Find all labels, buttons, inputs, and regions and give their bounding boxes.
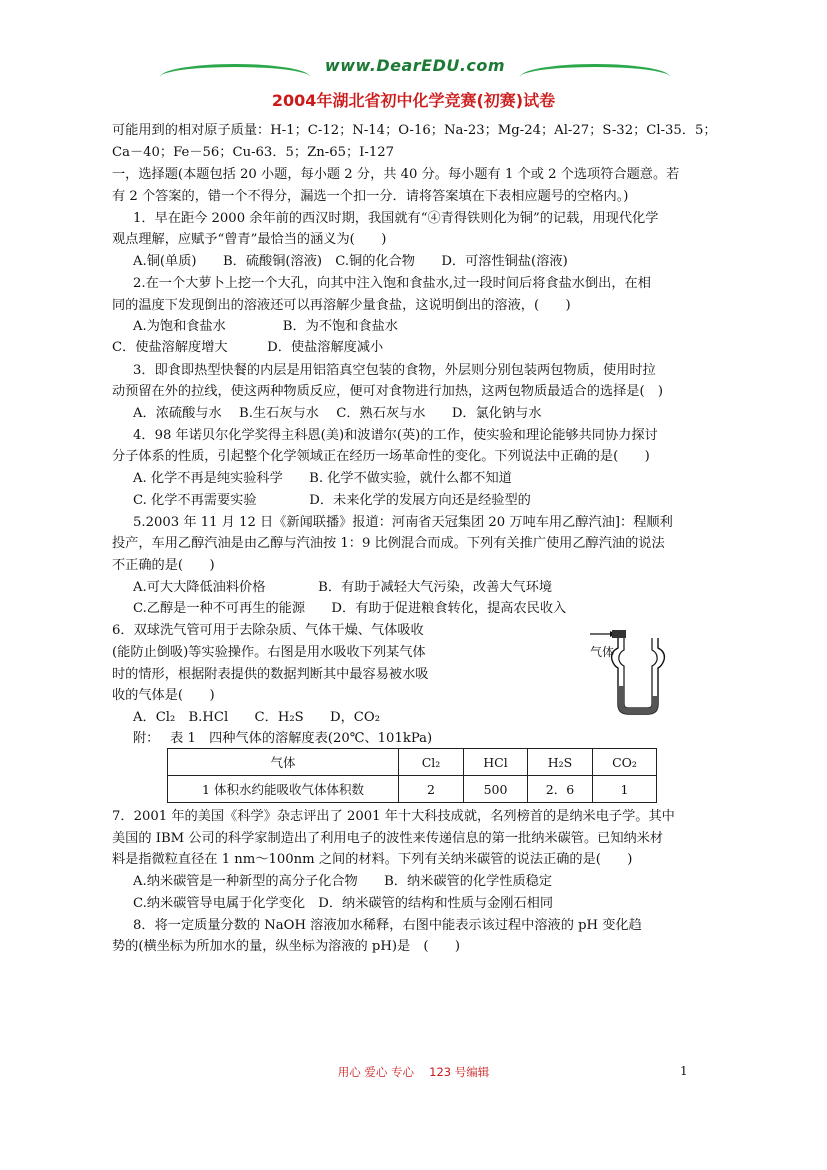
answer-options: A.为饱和食盐水 B．为不饱和食盐水 bbox=[133, 319, 398, 334]
question-4: 4．98 年诺贝尔化学奖得主科恩(美)和波谱尔(英)的工作，使实验和理论能够共同协力探讨 bbox=[133, 428, 658, 443]
text-line: 同的温度下发现倒出的溶液还可以再溶解少量食盐，这说明倒出的溶液，( ) bbox=[112, 298, 571, 313]
text-line: 时的情形，根据附表提供的数据判断其中最容易被水吸 bbox=[112, 667, 429, 682]
text-line: 不正确的是( ) bbox=[112, 558, 215, 573]
answer-options: A．Cl₂ B.HCl C．H₂S D，CO₂ bbox=[133, 710, 380, 725]
answer-options: C.乙醇是一种不可再生的能源 D．有助于促进粮食转化，提高农民收入 bbox=[133, 601, 567, 616]
page-number: 1 bbox=[680, 1064, 688, 1078]
page-footer: 用心 爱心 专心 123 号编辑 bbox=[337, 1065, 490, 1079]
question-1: 1．早在距今 2000 余年前的西汉时期，我国就有“④青得铁则化为铜”的记载，用现代化学 bbox=[133, 211, 659, 226]
answer-options: C．使盐溶解度增大 D．使盐溶解度减小 bbox=[112, 340, 384, 355]
question-7: 7．2001 年的美国《科学》杂志评出了 2001 年十大科技成就，名列榜首的是纳米电子学。其中 bbox=[112, 809, 675, 824]
table-cell: 1 bbox=[593, 776, 657, 803]
text-line: 分子体系的性质，引起整个化学领域正在经历一场革命性的变化。下列说法中正确的是( ) bbox=[112, 449, 650, 464]
stopper bbox=[612, 630, 626, 638]
text-line: 动预留在外的拉线，使这两种物质反应，便可对食物进行加热，这两包物质最适合的选择是( ) bbox=[112, 384, 663, 399]
table-header-cell: H₂S bbox=[528, 749, 593, 776]
question-8: 8．将一定质量分数的 NaOH 溶液加水稀释，右图中能表示该过程中溶液的 pH 变化趋 bbox=[133, 918, 642, 933]
logo-text: www.DearEDU.com bbox=[324, 56, 506, 75]
table-cell: 500 bbox=[464, 776, 528, 803]
tube-inner bbox=[619, 638, 657, 708]
question-2: 2.在一个大萝卜上挖一个大孔，向其中注入饱和食盐水,过一段时间后将食盐水倒出，在相 bbox=[133, 276, 651, 291]
question-3: 3．即食即热型快餐的内层是用铝箔真空包装的食物，外层则分别包装两包物质，使用时拉 bbox=[133, 363, 656, 378]
text-line: 收的气体是( ) bbox=[112, 688, 215, 703]
text-line: 势的(横坐标为所加水的量，纵坐标为溶液的 pH)是 ( ) bbox=[112, 939, 461, 954]
page-title: 2004年湖北省初中化学竞赛(初赛)试卷 bbox=[271, 91, 556, 110]
table-cell: 2 bbox=[399, 776, 464, 803]
text-line: 观点理解，应赋予“曾青”最恰当的涵义为( ) bbox=[112, 232, 387, 247]
site-logo-banner bbox=[160, 56, 670, 84]
answer-options: A．浓硫酸与水 B.生石灰与水 C．熟石灰与水 D．氯化钠与水 bbox=[133, 406, 542, 421]
gas-label: 气体 bbox=[590, 645, 615, 659]
text-line: 有 2 个答案的，错一个不得分，漏选一个扣一分．请将答案填在下表相应题号的空格内。) bbox=[112, 189, 629, 204]
text-line: Ca－40；Fe－56；Cu-63．5；Zn-65；I-127 bbox=[112, 145, 394, 160]
answer-options: A.铜(单质) B．硫酸铜(溶液) C.铜的化合物 D．可溶性铜盐(溶液) bbox=[133, 254, 568, 269]
solubility-table bbox=[167, 748, 657, 803]
question-5: 5.2003 年 11 月 12 日《新闻联播》报道：河南省天冠集团 20 万吨车用乙醇汽油]：程顺利 bbox=[133, 515, 673, 530]
answer-options: C. 化学不再需要实验 D．未来化学的发展方向还是经验型的 bbox=[133, 493, 531, 508]
table-row-label: 1 体积水约能吸收气体体积数 bbox=[168, 776, 399, 803]
answer-options: A. 化学不再是纯实验科学 B. 化学不做实验，就什么都不知道 bbox=[133, 471, 512, 486]
question-6: 6．双球洗气管可用于去除杂质、气体干燥、气体吸收 bbox=[112, 623, 424, 638]
text-line: 美国的 IBM 公司的科学家制造出了利用电子的波性来传递信息的第一批纳米碳管。已知纳米材 bbox=[112, 831, 664, 846]
table-header-cell: 气体 bbox=[168, 749, 399, 776]
text-line: (能防止倒吸)等实验操作。右图是用水吸收下列某气体 bbox=[112, 645, 426, 660]
answer-options: C.纳米碳管导电属于化学变化 D．纳米碳管的结构和性质与金刚石相同 bbox=[133, 896, 554, 911]
table-cell: 2．6 bbox=[528, 776, 593, 803]
text-line: 一，选择题(本题包括 20 小题，每小题 2 分，共 40 分。每小题有 1 个或 2 个选项符合题意。若 bbox=[112, 167, 680, 182]
table-caption: 附： 表 1 四种气体的溶解度表(20℃、101kPa) bbox=[133, 731, 433, 746]
table-row bbox=[168, 776, 657, 803]
text-line: 投产，车用乙醇汽油是由乙醇与汽油按 1：9 比例混合而成。下列有关推广使用乙醇汽油的说法 bbox=[112, 536, 665, 551]
table-header-cell: CO₂ bbox=[593, 749, 657, 776]
table-header-cell: HCl bbox=[464, 749, 528, 776]
answer-options: A.可大大降低油料价格 B．有助于减轻大气污染，改善大气环境 bbox=[133, 580, 553, 595]
table-header-cell: Cl₂ bbox=[399, 749, 464, 776]
gas-washing-tube-figure bbox=[588, 626, 678, 718]
answer-options: A.纳米碳管是一种新型的高分子化合物 B．纳米碳管的化学性质稳定 bbox=[133, 874, 553, 889]
text-line: 可能用到的相对原子质量：H-1；C-12；N-14；O-16；Na-23；Mg-24；Al-27；S-32；Cl-35．5； bbox=[112, 123, 717, 138]
table-header-row bbox=[168, 749, 657, 776]
text-line: 料是指微粒直径在 1 nm～100nm 之间的材料。下列有关纳米碳管的说法正确的是( ) bbox=[112, 852, 633, 867]
